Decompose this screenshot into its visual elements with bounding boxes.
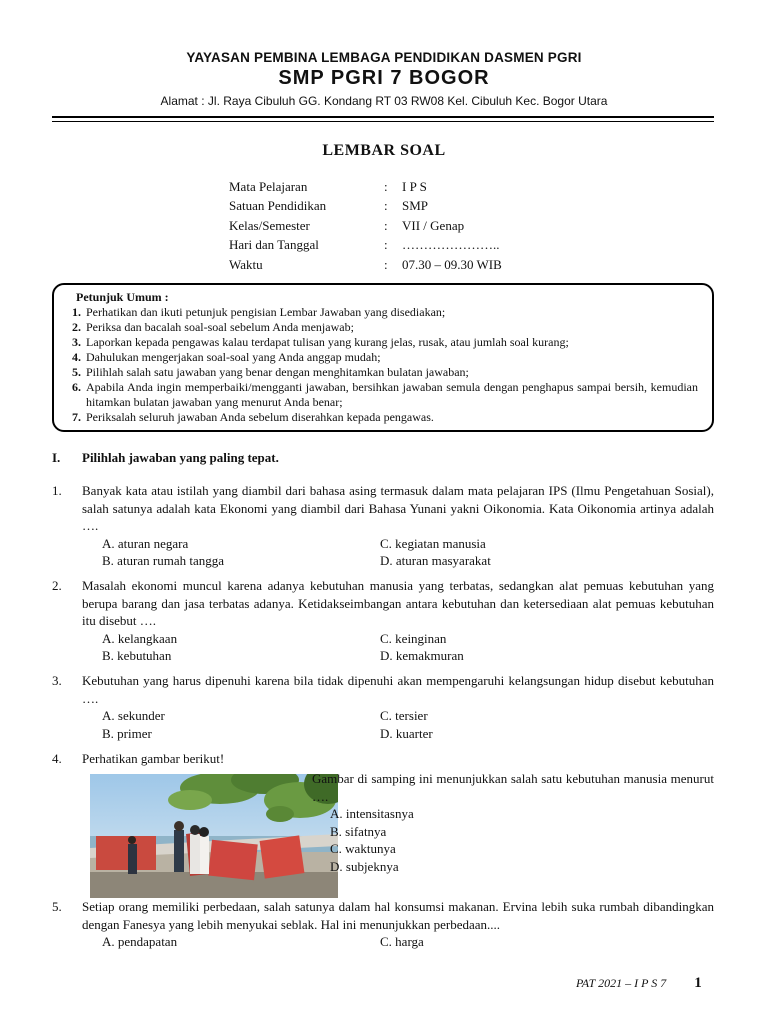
question-text: Banyak kata atau istilah yang diambil dari bahasa asing termasuk dalam mata pelajaran IPS (Ilmu Pengetahuan Sosial), salah satunya adalah kata Ekonomi yang diambil dari Bahasa Yunani yakni Oikonomia. Kata Oikonomia artinya adalah ….	[82, 483, 714, 533]
answer-options	[330, 805, 714, 875]
instruction-number: 5.	[72, 365, 81, 379]
info-colon: :	[384, 217, 388, 233]
instruction-item	[72, 380, 698, 410]
info-row	[229, 255, 502, 275]
instruction-item	[72, 335, 698, 350]
instruction-text: Dahulukan mengerjakan soal-soal yang Anda anggap mudah;	[86, 350, 381, 364]
info-value: SMP	[402, 198, 429, 214]
instruction-item	[72, 350, 698, 365]
question	[52, 750, 714, 890]
info-value: 07.30 – 09.30 WIB	[402, 256, 502, 272]
answer-option[interactable]: C. waktunya	[330, 841, 396, 856]
question-number: 2.	[52, 578, 62, 593]
letterhead-rule-thick	[52, 116, 714, 118]
answer-option[interactable]: B. primer	[102, 725, 152, 741]
answer-option[interactable]: C. keinginan	[380, 630, 447, 646]
foundation-name: YAYASAN PEMBINA LEMBAGA PENDIDIKAN DASMEN PGRI	[186, 50, 582, 65]
answer-option[interactable]: A. aturan negara	[102, 535, 189, 551]
answer-option[interactable]: B. aturan rumah tangga	[102, 553, 225, 568]
instruction-text: Periksa dan bacalah soal-soal sebelum Anda menjawab;	[86, 320, 354, 334]
instructions-heading: Petunjuk Umum :	[76, 290, 169, 304]
info-value: I P S	[402, 178, 427, 194]
instruction-item	[72, 365, 698, 380]
question-text: Kebutuhan yang harus dipenuhi karena bila tidak dipenuhi akan mempengaruhi kelangsungan hidup disebut kebutuhan ….	[82, 673, 714, 706]
instruction-number: 1.	[72, 305, 81, 319]
answer-option[interactable]: A. intensitasnya	[330, 806, 414, 821]
instruction-text: Periksalah seluruh jawaban Anda sebelum diserahkan kepada pengawas.	[86, 410, 434, 424]
instruction-number: 2.	[72, 320, 81, 334]
answer-option[interactable]: B. sifatnya	[330, 823, 387, 839]
info-row	[229, 216, 502, 236]
instruction-text: Perhatikan dan ikuti petunjuk pengisian Lembar Jawaban yang disediakan;	[86, 305, 446, 319]
answer-option[interactable]: C. harga	[380, 934, 424, 949]
answer-option[interactable]: B. kebutuhan	[102, 648, 172, 663]
instruction-text: Apabila Anda ingin memperbaiki/mengganti jawaban, bersihkan jawaban semula dengan penghapus sampai bersih, kemudian hitamkan bulatan jawaban yang menurut Anda benar;	[86, 380, 698, 409]
answer-option[interactable]: C. tersier	[380, 708, 428, 723]
answer-options	[102, 933, 714, 951]
school-address: Alamat : Jl. Raya Cibuluh GG. Kondang RT 03 RW08 Kel. Cibuluh Kec. Bogor Utara	[160, 94, 608, 108]
letterhead	[0, 50, 768, 108]
info-label: Waktu	[229, 256, 263, 272]
instruction-number: 4.	[72, 350, 81, 364]
question-text: Masalah ekonomi muncul karena adanya kebutuhan manusia yang terbatas, sedangkan alat pemuas kebutuhan yang berupa barang dan jasa terbatas adanya. Ketidakseimbangan antara kebutuhan dan ketersediaan alat pemuas kebutuhan itu disebut ….	[82, 578, 714, 628]
exam-code: PAT 2021 – I P S 7	[576, 976, 667, 990]
answer-option[interactable]: A. pendapatan	[102, 934, 178, 949]
answer-options	[102, 707, 714, 742]
question	[52, 672, 714, 742]
info-colon: :	[384, 237, 388, 253]
info-label: Mata Pelajaran	[229, 178, 308, 194]
answer-option[interactable]: D. kuarter	[380, 725, 433, 741]
info-label: Satuan Pendidikan	[229, 198, 327, 214]
instruction-text: Laporkan kepada pengawas kalau terdapat tulisan yang kurang jelas, rusak, atau jumlah soal kurang;	[86, 335, 569, 349]
info-colon: :	[384, 256, 388, 272]
question	[52, 898, 714, 951]
answer-option[interactable]: A. sekunder	[102, 708, 165, 723]
info-label: Kelas/Semester	[229, 217, 310, 233]
page-footer	[576, 975, 702, 992]
question-number: 5.	[52, 899, 62, 914]
info-row	[229, 197, 502, 217]
instruction-item	[72, 320, 698, 335]
letterhead-rule-thin	[52, 121, 714, 122]
page-title: LEMBAR SOAL	[322, 142, 446, 159]
exam-info	[229, 177, 502, 275]
question-text: Setiap orang memiliki perbedaan, salah satunya dalam hal konsumsi makanan. Ervina lebih suka rumbah dibandingkan dengan Fanesya yang lebih menyukai seblak. Hal ini menunjukkan perbedaan....	[82, 899, 714, 932]
question-number: 4.	[52, 751, 62, 766]
info-colon: :	[384, 198, 388, 214]
school-name: SMP PGRI 7 BOGOR	[278, 67, 490, 89]
instruction-item	[72, 305, 698, 320]
instruction-number: 6.	[72, 380, 81, 394]
info-value: …………………..	[402, 237, 500, 253]
question-text: Perhatikan gambar berikut!	[82, 751, 225, 766]
page-number: 1	[694, 975, 702, 991]
info-row	[229, 236, 502, 256]
question-side-panel	[312, 770, 714, 875]
answer-option[interactable]: D. kemakmuran	[380, 648, 464, 663]
info-label: Hari dan Tanggal	[229, 237, 319, 253]
section-heading	[52, 450, 279, 466]
question-number: 3.	[52, 673, 62, 688]
instruction-text: Pilihlah salah satu jawaban yang benar dengan menghitamkan bulatan jawaban;	[86, 365, 469, 379]
instruction-number: 7.	[72, 410, 81, 424]
answer-option[interactable]: D. aturan masyarakat	[380, 553, 491, 568]
instruction-number: 3.	[72, 335, 81, 349]
answer-option[interactable]: C. kegiatan manusia	[380, 535, 486, 551]
question-side-text: Gambar di samping ini menunjukkan salah satu kebutuhan manusia menurut ….	[312, 771, 714, 804]
info-row	[229, 177, 502, 197]
answer-options	[102, 535, 714, 570]
section-title: Pilihlah jawaban yang paling tepat.	[82, 450, 279, 465]
info-value: VII / Genap	[402, 217, 465, 233]
answer-option[interactable]: A. kelangkaan	[102, 630, 178, 646]
instructions-box	[52, 283, 714, 432]
question-number: 1.	[52, 483, 62, 498]
instruction-item	[72, 410, 698, 425]
question	[52, 577, 714, 665]
info-colon: :	[384, 178, 388, 194]
beach-landmark-photo	[90, 774, 338, 898]
answer-option[interactable]: D. subjeknya	[330, 858, 399, 874]
section-number: I.	[52, 450, 61, 465]
question-photo	[90, 774, 338, 898]
question	[52, 482, 714, 570]
answer-options	[102, 630, 714, 665]
